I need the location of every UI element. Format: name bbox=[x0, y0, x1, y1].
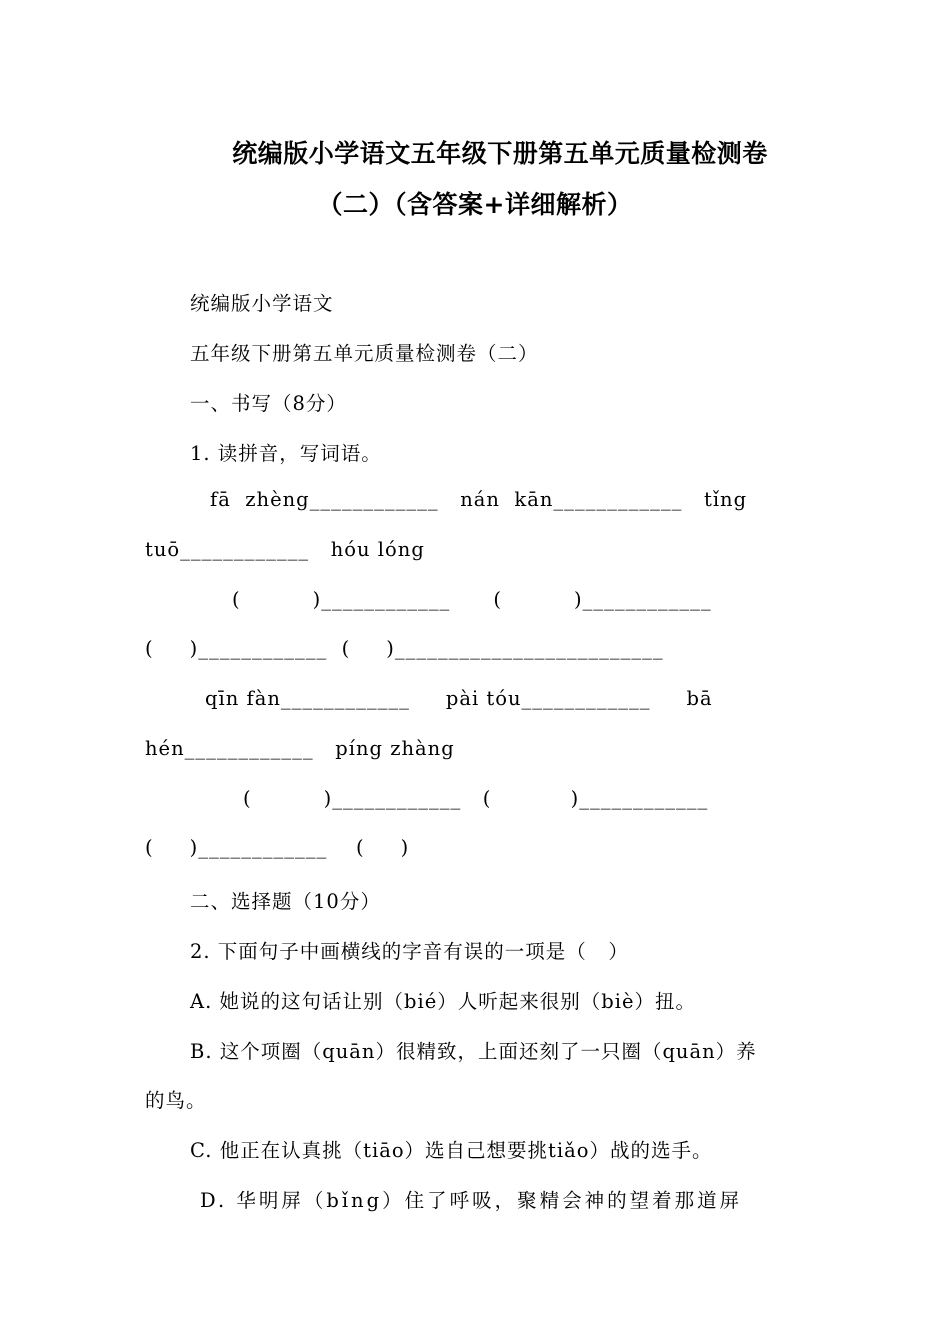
answer-blanks-row-2b: ( )____________ ( ) bbox=[145, 836, 410, 859]
pinyin-row-2a: qīn fàn____________ pài tóu____________ bā bbox=[205, 687, 713, 710]
question-1: 1. 读拼音，写词语。 bbox=[190, 442, 382, 465]
option-a: A. 她说的这句话让别（bié）人听起来很别（biè）扭。 bbox=[190, 990, 696, 1013]
text-line-series: 统编版小学语文 bbox=[190, 292, 334, 315]
section-heading-choice: 二、选择题（10分） bbox=[190, 890, 381, 913]
question-2: 2. 下面句子中画横线的字音有误的一项是（ ） bbox=[190, 940, 629, 963]
text-line-subtitle: 五年级下册第五单元质量检测卷（二） bbox=[190, 342, 539, 365]
option-b-continued: 的鸟。 bbox=[145, 1089, 207, 1112]
section-heading-writing: 一、书写（8分） bbox=[190, 392, 347, 415]
option-d: D. 华明屏（bǐng）住了呼吸，聚精会神的望着那道屏 bbox=[200, 1189, 743, 1212]
answer-blanks-row-1a: ( )____________ ( )____________ bbox=[232, 588, 712, 611]
option-b: B. 这个项圈（quān）很精致，上面还刻了一只圈（quān）养 bbox=[190, 1040, 757, 1063]
option-c: C. 他正在认真挑（tiāo）选自己想要挑tiǎo）战的选手。 bbox=[190, 1139, 713, 1162]
answer-blanks-row-1b: ( )____________ ( )_________________________ bbox=[145, 637, 664, 660]
pinyin-row-1a: fā zhèng____________ nán kān____________ tǐng bbox=[210, 488, 748, 511]
pinyin-row-1b: tuō____________ hóu lóng bbox=[145, 538, 425, 561]
document-title-line2: （二）（含答案+详细解析） bbox=[317, 190, 633, 219]
pinyin-row-2b: hén____________ píng zhàng bbox=[145, 737, 455, 760]
document-title-line1: 统编版小学语文五年级下册第五单元质量检测卷 bbox=[232, 139, 768, 168]
answer-blanks-row-2a: ( )____________ ( )____________ bbox=[243, 787, 709, 810]
